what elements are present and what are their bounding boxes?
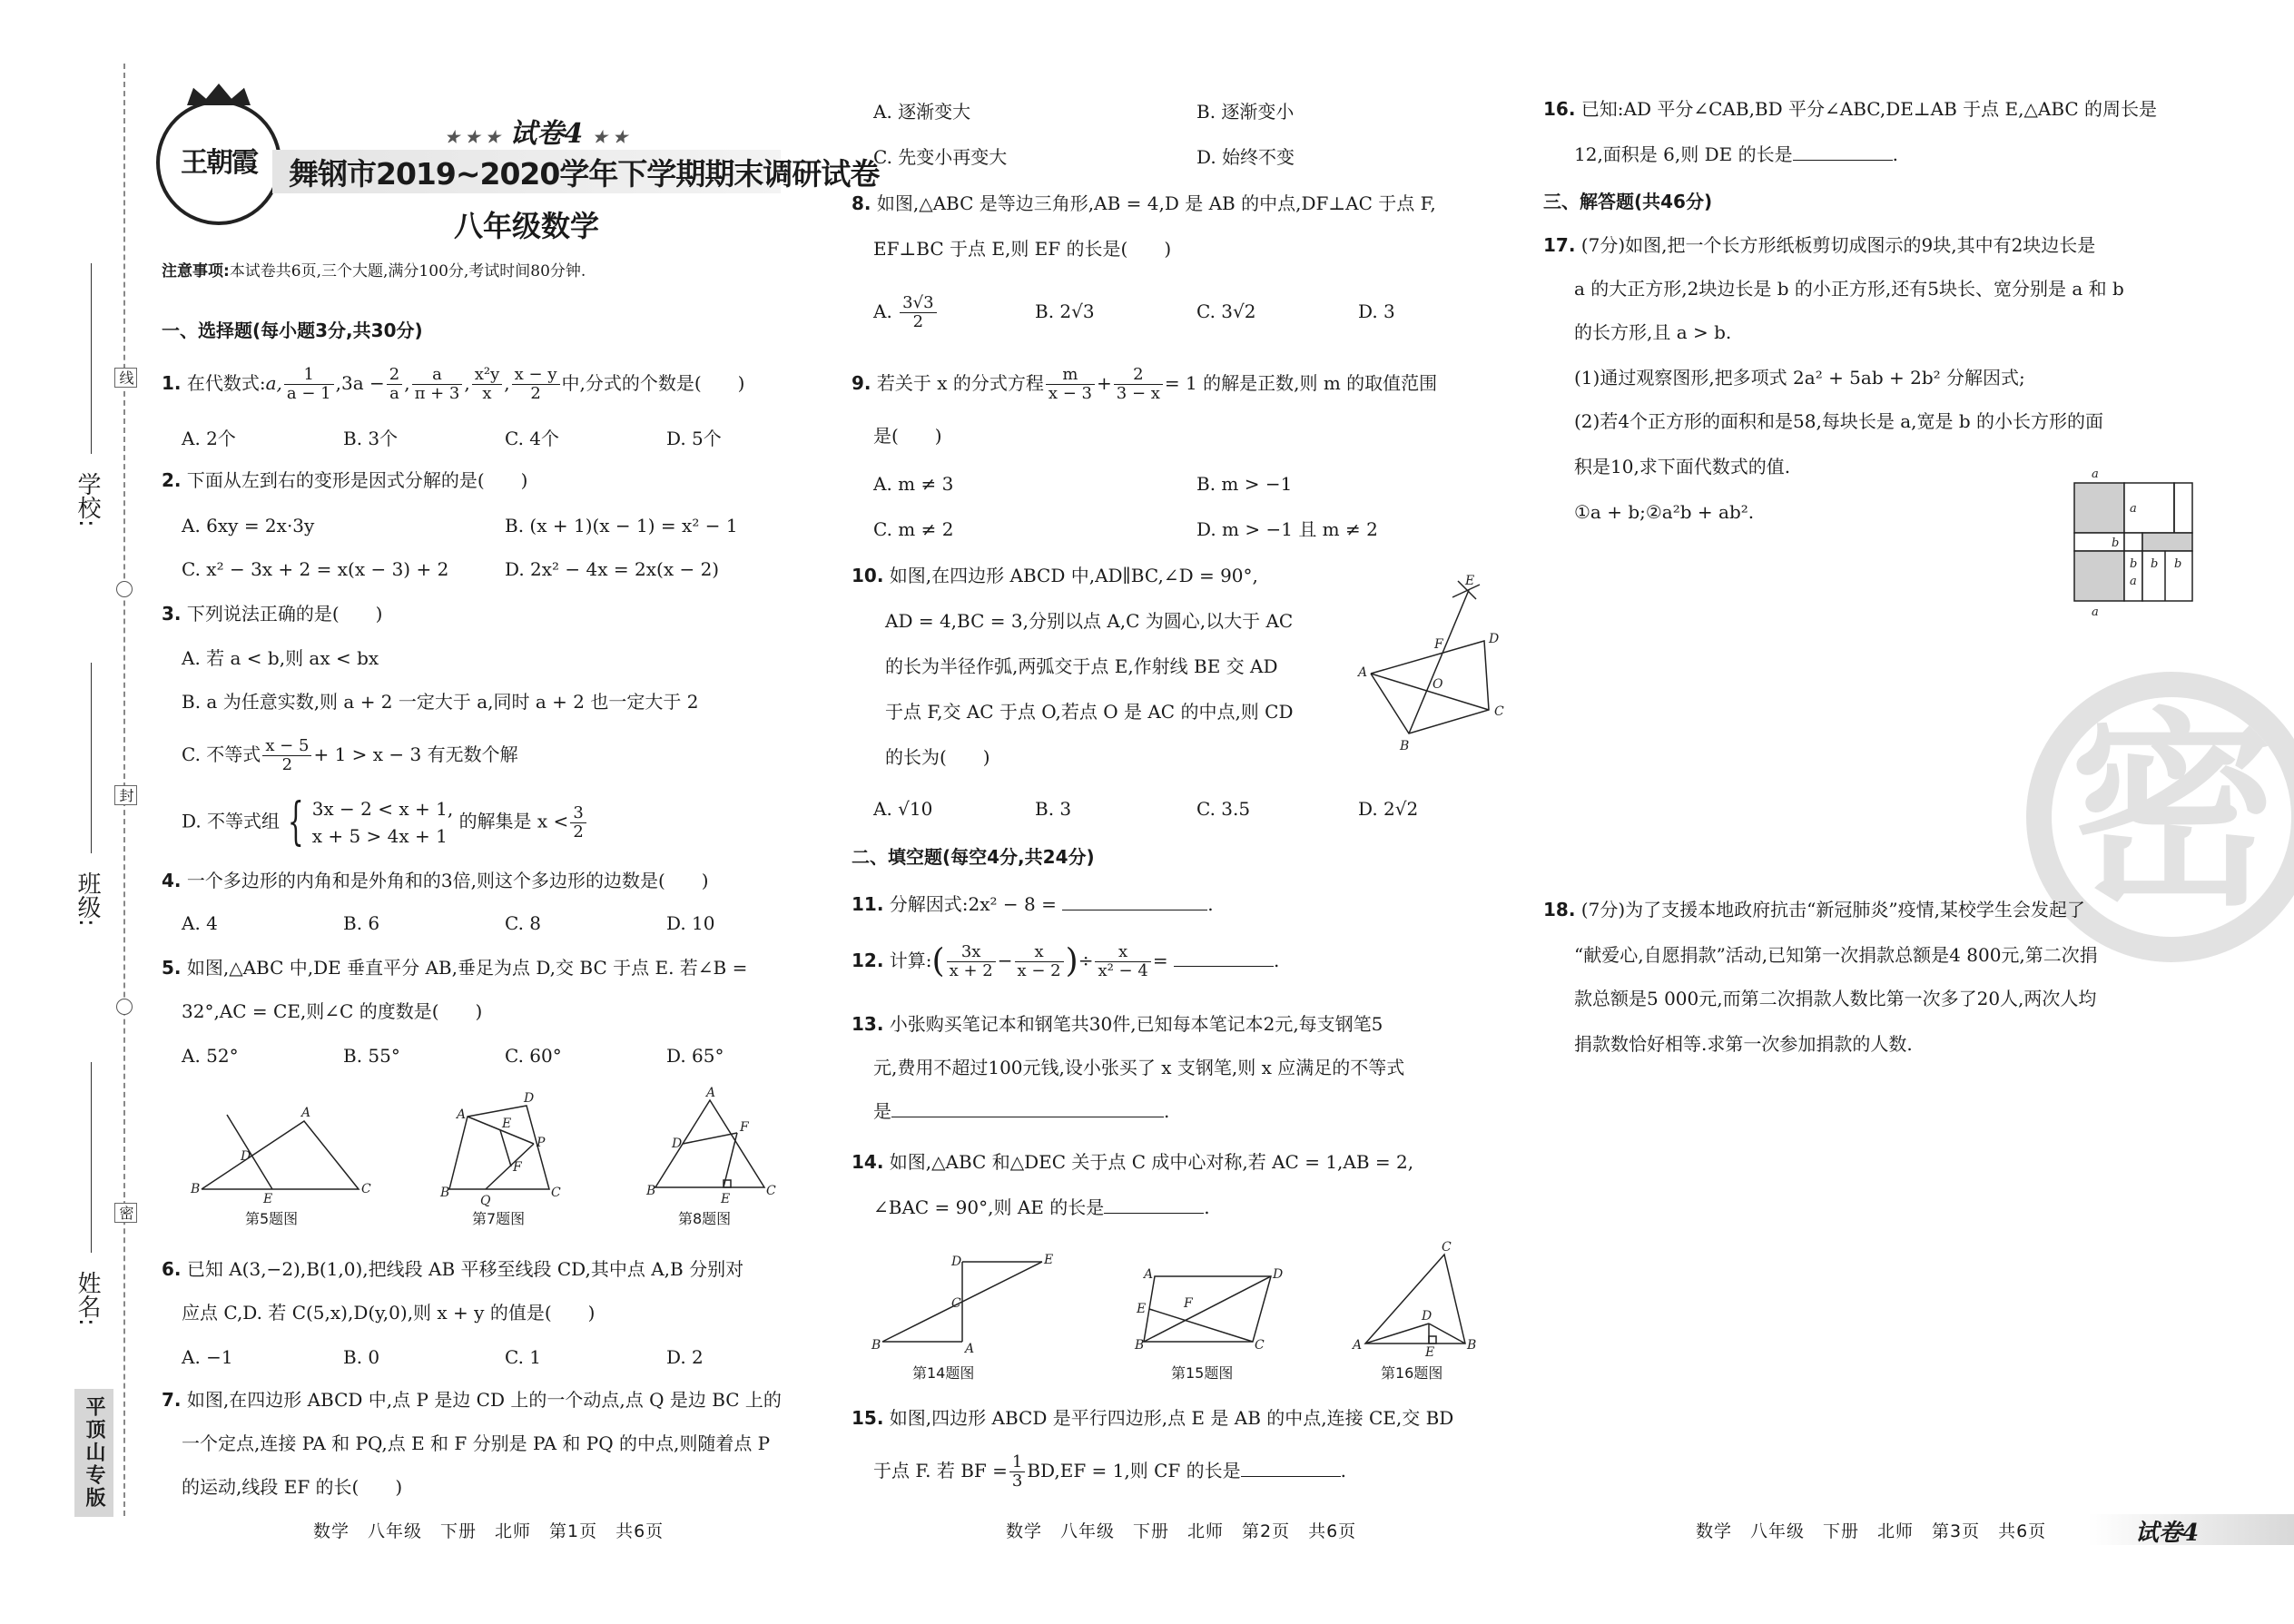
star-icon: ★ ★ bbox=[592, 128, 628, 147]
question-text: 若关于 x 的分式方程 bbox=[876, 372, 1044, 394]
question-text: 如图,四边形 ABCD 是平行四边形,点 E 是 AB 的中点,连接 CE,交 BD bbox=[889, 1407, 1454, 1429]
grid-label-b: b bbox=[2151, 557, 2159, 571]
figure-16 bbox=[1353, 1240, 1485, 1389]
answer-blank[interactable] bbox=[1104, 1195, 1204, 1214]
question-text: 如图,△ABC 和△DEC 关于点 C 成中心对称,若 AC = 1,AB = 2, bbox=[889, 1151, 1414, 1173]
svg-text:E: E bbox=[721, 1192, 731, 1206]
option-c: C. 先变小再变大 bbox=[873, 146, 1008, 168]
question-number: 2. bbox=[162, 469, 182, 491]
grid-label-b: b bbox=[2174, 557, 2182, 571]
question-14 bbox=[852, 1140, 1413, 1184]
svg-text:Q: Q bbox=[480, 1194, 491, 1208]
figure-8 bbox=[646, 1088, 783, 1235]
question-9-line-2: 是( ) bbox=[873, 425, 942, 447]
answer-blank[interactable] bbox=[1793, 142, 1893, 161]
series-label bbox=[445, 111, 627, 151]
figure-5 bbox=[191, 1098, 372, 1235]
figure-5-diagram bbox=[191, 1098, 372, 1206]
question-10-line-2: AD = 4,BC = 3,分别以点 A,C 为圆心,以大于 AC bbox=[885, 610, 1294, 632]
series-text: 试卷4 bbox=[509, 118, 584, 150]
answer-blank[interactable] bbox=[1174, 948, 1274, 967]
binding-margin bbox=[0, 0, 145, 1624]
question-10 bbox=[852, 554, 1258, 597]
svg-text:B: B bbox=[440, 1186, 450, 1200]
option-d: D. 不等式组 { 3x − 2 < x + 1, x + 5 > 4x + 1 的解集是 x < $\frac{3}{2}$ bbox=[182, 795, 588, 850]
grid-label-b: b bbox=[2112, 536, 2120, 550]
question-16-line-2: 12,面积是 6,则 DE 的长是 . bbox=[1574, 143, 1898, 165]
question-18-line-2: “献爱心,自愿捐款”活动,已知第一次捐款总额是4 800元,第二次捐 bbox=[1574, 944, 2098, 966]
question-number: 1. bbox=[162, 372, 182, 394]
svg-text:C: C bbox=[951, 1296, 961, 1311]
section-3-heading: 三、解答题(共46分) bbox=[1543, 191, 1713, 212]
question-number: 12. bbox=[852, 950, 884, 971]
fraction: $\frac{a}{\pi + 3}$ bbox=[412, 366, 463, 403]
question-7-line-3: 的运动,线段 EF 的长( ) bbox=[182, 1476, 403, 1498]
question-text: (7分)为了支援本地政府抗击“新冠肺炎”疫情,某校学生会发起了 bbox=[1580, 899, 2085, 920]
footer-tag: 试卷4 bbox=[2135, 1520, 2200, 1547]
option-b: B. 2√3 bbox=[1035, 300, 1095, 322]
fraction: $\frac{3}{2}$ bbox=[570, 804, 586, 842]
class-label: 班级: bbox=[74, 871, 101, 927]
option-d: D. 3 bbox=[1358, 300, 1395, 322]
question-text: 计算: bbox=[889, 950, 932, 971]
svg-text:C: C bbox=[1255, 1338, 1265, 1353]
option-c: C. 60° bbox=[505, 1045, 562, 1067]
fraction: $\frac{\text{x²y}}{x}$ bbox=[472, 366, 503, 403]
option-c: C. 不等式 $\frac{x - 5}{2}$ + 1 > x − 3 有无数个解 bbox=[182, 736, 518, 774]
question-number: 15. bbox=[852, 1407, 884, 1429]
figure-14 bbox=[871, 1253, 1071, 1389]
question-text: 中,分式的个数是( ) bbox=[561, 372, 745, 394]
figure-7 bbox=[440, 1089, 586, 1235]
question-17-line-7: ①a + b;②a²b + ab². bbox=[1574, 501, 1755, 523]
footer-page-3: 数学 八年级 下册 北师 第3页 共6页 bbox=[1696, 1521, 2047, 1541]
question-18 bbox=[1543, 888, 2085, 931]
figure-16-caption: 第16题图 bbox=[1381, 1364, 1443, 1382]
question-text: 小张购买笔记本和钢笔共30件,已知每本笔记本2元,每支钢笔5 bbox=[889, 1013, 1383, 1035]
option-b: B. 3 bbox=[1035, 798, 1072, 820]
option-d: D. 10 bbox=[666, 912, 715, 934]
svg-text:F: F bbox=[1184, 1296, 1193, 1311]
svg-text:A: A bbox=[1144, 1267, 1154, 1282]
question-7-line-2: 一个定点,连接 PA 和 PQ,点 E 和 F 分别是 PA 和 PQ 的中点,则随着点 P bbox=[182, 1432, 771, 1454]
svg-text:D: D bbox=[951, 1255, 962, 1269]
option-a: A. −1 bbox=[182, 1346, 233, 1368]
grid-label-a: a bbox=[2092, 468, 2099, 481]
class-line bbox=[91, 663, 92, 853]
question-11: 11. 分解因式:2x² − 8 = . bbox=[852, 893, 1214, 915]
figure-14-diagram bbox=[871, 1253, 1071, 1357]
edition-badge: 平顶山专版 bbox=[74, 1389, 113, 1517]
exam-title: 舞钢市2019~2020学年下学期期末调研试卷 bbox=[289, 156, 880, 192]
svg-text:E: E bbox=[502, 1117, 512, 1131]
svg-text:B: B bbox=[1135, 1338, 1145, 1353]
math-text: a, bbox=[265, 372, 282, 394]
question-15-line-2: 于点 F. 若 BF = $\frac{1}{3}$ BD,EF = 1,则 CF 的长是 . bbox=[873, 1452, 1347, 1491]
question-8 bbox=[852, 182, 1436, 225]
svg-text:C: C bbox=[1442, 1240, 1452, 1255]
figure-7-caption: 第7题图 bbox=[472, 1210, 526, 1227]
option-a: A. 6xy = 2x·3y bbox=[182, 515, 315, 536]
question-text: 如图,在四边形 ABCD 中,点 P 是边 CD 上的一个动点,点 Q 是边 BC 上的 bbox=[186, 1389, 782, 1411]
question-number: 7. bbox=[162, 1389, 182, 1411]
svg-text:D: D bbox=[1422, 1309, 1433, 1324]
question-number: 5. bbox=[162, 957, 182, 979]
question-17-line-3: 的长方形,且 a > b. bbox=[1574, 321, 1732, 343]
question-1: 1. 在代数式:a, $\frac{1}{a - 1}$ ,3a − $\frac{2}{a}$ , $\frac{a}{\pi + 3}$ , $\frac{\text{x²y}}{x}$ , $\frac{x - y}{2}$ 中,分式的个数是( ) bbox=[162, 365, 745, 403]
fraction: $\frac{3√3}{2}$ bbox=[900, 294, 936, 331]
question-number: 14. bbox=[852, 1151, 884, 1173]
question-6-line-2: 应点 C,D. 若 C(5,x),D(y,0),则 x + y 的值是( ) bbox=[182, 1302, 596, 1324]
fraction: $\frac{2}{a}$ bbox=[387, 366, 402, 403]
option-c: C. m ≠ 2 bbox=[873, 518, 954, 540]
question-17-line-4: (1)通过观察图形,把多项式 2a² + 5ab + 2b² 分解因式; bbox=[1574, 367, 2025, 389]
option-c: C. 1 bbox=[505, 1346, 542, 1368]
question-14-line-2: ∠BAC = 90°,则 AE 的长是 . bbox=[873, 1196, 1210, 1218]
question-number: 8. bbox=[852, 192, 871, 214]
school-line bbox=[91, 263, 92, 454]
question-number: 18. bbox=[1543, 899, 1576, 920]
svg-text:A: A bbox=[301, 1106, 311, 1120]
question-13-line-2: 元,费用不超过100元钱,设小张买了 x 支钢笔,则 x 应满足的不等式 bbox=[873, 1057, 1405, 1078]
watermark-seal-glyph: 密 bbox=[2070, 692, 2279, 934]
question-17-line-5: (2)若4个正方形的面积和是58,每块长是 a,宽是 b 的小长方形的面 bbox=[1574, 410, 2104, 432]
option-a: A. 逐渐变大 bbox=[873, 101, 971, 123]
fraction: $\frac{3x}{x + 2}$ bbox=[947, 943, 996, 980]
svg-text:C: C bbox=[1494, 704, 1504, 719]
option-d: D. 65° bbox=[666, 1045, 724, 1067]
svg-text:C: C bbox=[766, 1184, 776, 1198]
binding-mark-1: 线 bbox=[114, 368, 137, 388]
svg-text:A: A bbox=[706, 1086, 716, 1100]
option-b: B. a 为任意实数,则 a + 2 一定大于 a,同时 a + 2 也一定大于 2 bbox=[182, 691, 699, 713]
figure-15 bbox=[1135, 1262, 1289, 1389]
svg-text:D: D bbox=[524, 1091, 535, 1106]
question-number: 9. bbox=[852, 372, 871, 394]
svg-text:A: A bbox=[1353, 1338, 1363, 1353]
question-number: 16. bbox=[1543, 98, 1576, 120]
svg-text:E: E bbox=[1425, 1345, 1435, 1360]
section-1-heading: 一、选择题(每小题3分,共30分) bbox=[162, 320, 423, 341]
notice bbox=[162, 258, 586, 281]
fraction: $\frac{x - y}{2}$ bbox=[512, 366, 560, 403]
svg-text:C: C bbox=[361, 1182, 371, 1196]
option-a: A. 若 a < b,则 ax < bx bbox=[182, 647, 379, 669]
fraction: $\frac{x - 5}{2}$ bbox=[262, 737, 311, 774]
question-text: (7分)如图,把一个长方形纸板剪切成图示的9块,其中有2块边长是 bbox=[1580, 234, 2096, 256]
logo bbox=[156, 100, 281, 225]
svg-text:F: F bbox=[1434, 637, 1443, 652]
question-text: 在代数式: bbox=[186, 372, 266, 394]
section-2-heading: 二、填空题(每空4分,共24分) bbox=[852, 846, 1095, 868]
question-6 bbox=[162, 1247, 743, 1291]
svg-text:A: A bbox=[457, 1107, 467, 1122]
option-d: D. 始终不变 bbox=[1196, 146, 1295, 168]
option-c: C. x² − 3x + 2 = x(x − 3) + 2 bbox=[182, 558, 449, 580]
figure-5-caption: 第5题图 bbox=[245, 1210, 299, 1227]
binding-mark-2: 封 bbox=[114, 785, 137, 805]
option-b: B. (x + 1)(x − 1) = x² − 1 bbox=[505, 515, 738, 536]
question-number: 3. bbox=[162, 603, 182, 625]
option-d: D. m > −1 且 m ≠ 2 bbox=[1196, 518, 1378, 540]
question-12: 12. 计算:( $\frac{3x}{x + 2}$ − $\frac{x}{x - 2}$ )÷ $\frac{x}{\text{x² − 4}}$ = . bbox=[852, 942, 1280, 980]
option-a: A. $\frac{3√3}{2}$ bbox=[873, 294, 939, 331]
option-b: B. 3个 bbox=[343, 428, 399, 449]
svg-text:P: P bbox=[537, 1136, 546, 1150]
option-a: A. 4 bbox=[182, 912, 218, 934]
figure-10 bbox=[1358, 572, 1507, 753]
question-5-line-2: 32°,AC = CE,则∠C 的度数是( ) bbox=[182, 1000, 483, 1022]
fraction: $\frac{x}{\text{x² − 4}}$ bbox=[1095, 943, 1150, 980]
question-9: 9. 若关于 x 的分式方程 $\frac{m}{x - 3}$ + $\frac{2}{3 - x}$ = 1 的解是正数,则 m 的取值范围 bbox=[852, 365, 1438, 403]
grid-label-b: b bbox=[2130, 557, 2138, 571]
binding-dot-2 bbox=[116, 999, 133, 1015]
svg-text:A: A bbox=[965, 1342, 975, 1356]
name-label: 姓名: bbox=[74, 1271, 101, 1326]
svg-text:D: D bbox=[672, 1137, 683, 1151]
question-18-line-3: 款总额是5 000元,而第二次捐款人数比第一次多了20人,两次人均 bbox=[1574, 988, 2097, 1009]
option-c: C. 8 bbox=[505, 912, 542, 934]
svg-text:O: O bbox=[1433, 677, 1443, 692]
svg-text:F: F bbox=[740, 1120, 749, 1135]
name-line bbox=[91, 1062, 92, 1253]
figure-7-diagram bbox=[440, 1089, 586, 1207]
figure-15-diagram bbox=[1135, 1262, 1289, 1357]
figure-16-diagram bbox=[1353, 1240, 1485, 1360]
fraction: $\frac{1}{a - 1}$ bbox=[284, 366, 334, 403]
figure-8-caption: 第8题图 bbox=[678, 1210, 732, 1227]
svg-text:B: B bbox=[871, 1338, 881, 1353]
option-b: B. 逐渐变小 bbox=[1196, 101, 1295, 123]
svg-text:C: C bbox=[551, 1186, 561, 1200]
option-d: D. 2x² − 4x = 2x(x − 2) bbox=[505, 558, 720, 580]
question-text: 已知 A(3,−2),B(1,0),把线段 AB 平移至线段 CD,其中点 A,B 分别对 bbox=[186, 1258, 744, 1280]
option-b: B. 55° bbox=[343, 1045, 400, 1067]
question-number: 6. bbox=[162, 1258, 182, 1280]
option-d: D. 2√2 bbox=[1358, 798, 1419, 820]
question-13-line-3: 是 . bbox=[873, 1100, 1170, 1122]
question-15 bbox=[852, 1396, 1453, 1440]
svg-text:B: B bbox=[1467, 1338, 1477, 1353]
question-5 bbox=[162, 946, 747, 989]
question-10-line-3: 的长为半径作弧,两弧交于点 E,作射线 BE 交 AD bbox=[885, 655, 1278, 677]
question-16 bbox=[1543, 87, 2157, 131]
binding-dot-1 bbox=[116, 581, 133, 597]
answer-blank[interactable] bbox=[891, 1098, 1164, 1117]
notice-text: 本试卷共6页,三个大题,满分100分,考试时间80分钟. bbox=[229, 262, 586, 281]
question-2 bbox=[162, 458, 527, 502]
math-text: ,3a − bbox=[335, 372, 385, 394]
grid-label-a: a bbox=[2130, 575, 2137, 588]
question-3 bbox=[162, 592, 382, 635]
svg-text:B: B bbox=[191, 1182, 201, 1196]
fraction: $\frac{1}{3}$ bbox=[1009, 1453, 1025, 1491]
footer-page-1: 数学 八年级 下册 北师 第1页 共6页 bbox=[313, 1521, 665, 1541]
question-13 bbox=[852, 1002, 1383, 1046]
option-a: A. 2个 bbox=[182, 428, 236, 449]
question-8-line-2: EF⊥BC 于点 E,则 EF 的长是( ) bbox=[873, 238, 1172, 260]
figure-14-caption: 第14题图 bbox=[912, 1364, 975, 1382]
svg-text:F: F bbox=[513, 1160, 522, 1175]
svg-text:E: E bbox=[263, 1192, 273, 1206]
fraction: $\frac{m}{x - 3}$ bbox=[1046, 366, 1095, 403]
notice-label: 注意事项: bbox=[162, 262, 230, 281]
figure-10-diagram bbox=[1358, 572, 1507, 753]
svg-text:E: E bbox=[1137, 1302, 1147, 1316]
logo-text: 王朝霞 bbox=[181, 147, 257, 179]
svg-text:B: B bbox=[1400, 739, 1410, 753]
question-number: 10. bbox=[852, 565, 884, 586]
option-c: C. 4个 bbox=[505, 428, 560, 449]
fraction: $\frac{x}{x - 2}$ bbox=[1015, 943, 1064, 980]
inequality-system: 3x − 2 < x + 1, x + 5 > 4x + 1 bbox=[311, 798, 454, 847]
option-c: C. 3√2 bbox=[1196, 300, 1256, 322]
answer-blank[interactable] bbox=[1062, 891, 1207, 910]
svg-text:E: E bbox=[1465, 574, 1475, 588]
question-text: 如图,△ABC 中,DE 垂直平分 AB,垂足为点 D,交 BC 于点 E. 若∠B = bbox=[186, 957, 748, 979]
question-text: 如图,在四边形 ABCD 中,AD∥BC,∠D = 90°, bbox=[889, 565, 1258, 586]
option-b: B. 0 bbox=[343, 1346, 380, 1368]
question-7 bbox=[162, 1378, 782, 1422]
star-icon: ★ ★ ★ bbox=[445, 128, 500, 147]
svg-text:E: E bbox=[1044, 1253, 1054, 1267]
grid-label-a: a bbox=[2092, 605, 2099, 619]
option-d: D. 2 bbox=[666, 1346, 704, 1368]
question-17 bbox=[1543, 223, 2095, 267]
fraction: $\frac{2}{3 - x}$ bbox=[1114, 366, 1163, 403]
option-c: C. 3.5 bbox=[1196, 798, 1251, 820]
logo-crown-icon bbox=[187, 84, 251, 105]
grid-label-a: a bbox=[2130, 502, 2137, 516]
option-d: D. 5个 bbox=[666, 428, 722, 449]
svg-text:D: D bbox=[1489, 632, 1500, 646]
question-17-line-2: a 的大正方形,2块边长是 b 的小正方形,还有5块长、宽分别是 a 和 b bbox=[1574, 278, 2124, 300]
question-10-line-4: 于点 F,交 AC 于点 O,若点 O 是 AC 的中点,则 CD bbox=[885, 701, 1294, 723]
brace-icon: { bbox=[287, 792, 304, 851]
figure-17-diagram bbox=[2061, 465, 2215, 646]
option-a: A. √10 bbox=[873, 798, 933, 820]
binding-mark-3: 密 bbox=[114, 1203, 137, 1223]
question-number: 11. bbox=[852, 893, 884, 915]
question-text: 下面从左到右的变形是因式分解的是( ) bbox=[186, 469, 528, 491]
question-10-line-5: 的长为( ) bbox=[885, 746, 990, 768]
svg-text:D: D bbox=[1273, 1267, 1284, 1282]
question-4 bbox=[162, 859, 709, 902]
svg-text:A: A bbox=[1358, 665, 1368, 680]
question-text: 一个多边形的内角和是外角和的3倍,则这个多边形的边数是( ) bbox=[186, 870, 709, 891]
question-number: 17. bbox=[1543, 234, 1576, 256]
question-text: 下列说法正确的是( ) bbox=[186, 603, 383, 625]
question-number: 4. bbox=[162, 870, 182, 891]
question-18-line-4: 捐款数恰好相等.求第一次参加捐款的人数. bbox=[1574, 1033, 1913, 1055]
figure-8-diagram bbox=[646, 1088, 783, 1206]
option-b: B. m > −1 bbox=[1196, 473, 1293, 495]
footer-page-2: 数学 八年级 下册 北师 第2页 共6页 bbox=[1006, 1521, 1357, 1541]
option-a: A. 52° bbox=[182, 1045, 239, 1067]
option-a: A. m ≠ 3 bbox=[873, 473, 954, 495]
question-text: 如图,△ABC 是等边三角形,AB = 4,D 是 AB 的中点,DF⊥AC 于点 F, bbox=[876, 192, 1436, 214]
figure-15-caption: 第15题图 bbox=[1171, 1364, 1234, 1382]
question-17-line-6: 积是10,求下面代数式的值. bbox=[1574, 456, 1791, 477]
school-label: 学校: bbox=[74, 472, 101, 527]
svg-text:D: D bbox=[241, 1149, 251, 1164]
answer-blank[interactable] bbox=[1241, 1458, 1341, 1477]
subject-title: 八年级数学 bbox=[454, 209, 600, 243]
svg-text:B: B bbox=[646, 1184, 656, 1198]
option-b: B. 6 bbox=[343, 912, 380, 934]
question-text: 已知:AD 平分∠CAB,BD 平分∠ABC,DE⊥AB 于点 E,△ABC 的周长是 bbox=[1580, 98, 2158, 120]
question-number: 13. bbox=[852, 1013, 884, 1035]
question-text: = 1 的解是正数,则 m 的取值范围 bbox=[1164, 372, 1438, 394]
figure-17 bbox=[2061, 465, 2215, 646]
question-text: 分解因式:2x² − 8 = bbox=[889, 893, 1057, 915]
